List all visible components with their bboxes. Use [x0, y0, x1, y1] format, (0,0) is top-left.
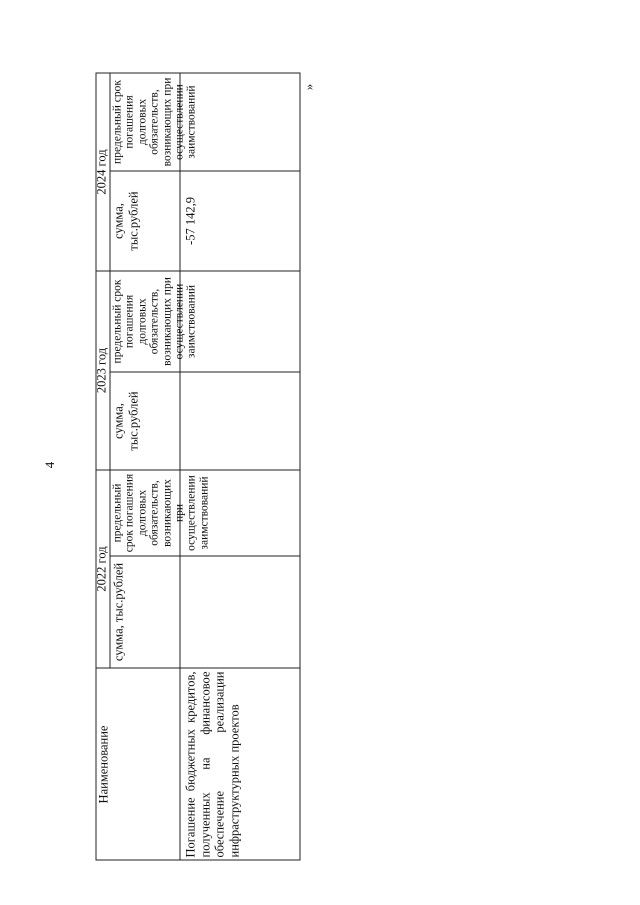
row-name-cell [180, 667, 300, 860]
closing-quote-mark: » [301, 83, 316, 91]
row-2024-sum [180, 170, 300, 270]
header-year-2022-label: 2022 год [94, 545, 108, 592]
row-2024-term [180, 72, 300, 170]
header-2023-term-label: предельный срок погашения долговых обязательств, возникающих при осуществлении заимствований [111, 276, 198, 366]
header-year-2023-label: 2023 год [94, 347, 108, 393]
header-name-label: Наименование [96, 725, 110, 803]
header-2022-term-label: предельный срок погашения долговых обязательств, возникающих при осуществлении заимствований [111, 473, 210, 552]
header-2023-term [110, 270, 198, 371]
header-2024-sum-label: сумма, тыс.рублей [111, 190, 140, 251]
row-2023-sum [180, 371, 300, 469]
row-2023-term [180, 270, 300, 371]
header-year-2023 [95, 270, 110, 469]
header-2022-sum [110, 555, 180, 667]
header-2024-term [110, 72, 198, 170]
row-2022-sum [180, 555, 300, 667]
header-year-2024-label: 2024 год [94, 148, 108, 195]
header-2022-term [110, 469, 210, 555]
header-2023-sum-label: сумма, тыс.рублей [111, 390, 140, 451]
row-2024-sum-value: -57 142,9 [183, 196, 197, 245]
header-year-2022 [95, 469, 110, 667]
header-2024-sum [110, 170, 180, 270]
header-2022-sum-label: сумма, тыс.рублей [111, 562, 125, 661]
row-name: Погашение бюджетных кредитов, полученных на финансовое обеспечение реализации инфраструктурных проектов [183, 671, 241, 857]
header-2023-sum [110, 371, 180, 469]
borrowing-limits-table [95, 72, 300, 860]
header-year-2024 [95, 72, 110, 270]
header-2024-term-label: предельный срок погашения долговых обязательств, возникающих при осуществлении заимствований [111, 77, 198, 166]
header-name [95, 667, 180, 860]
row-2022-term [180, 469, 300, 555]
page-number: 4 [42, 461, 57, 469]
